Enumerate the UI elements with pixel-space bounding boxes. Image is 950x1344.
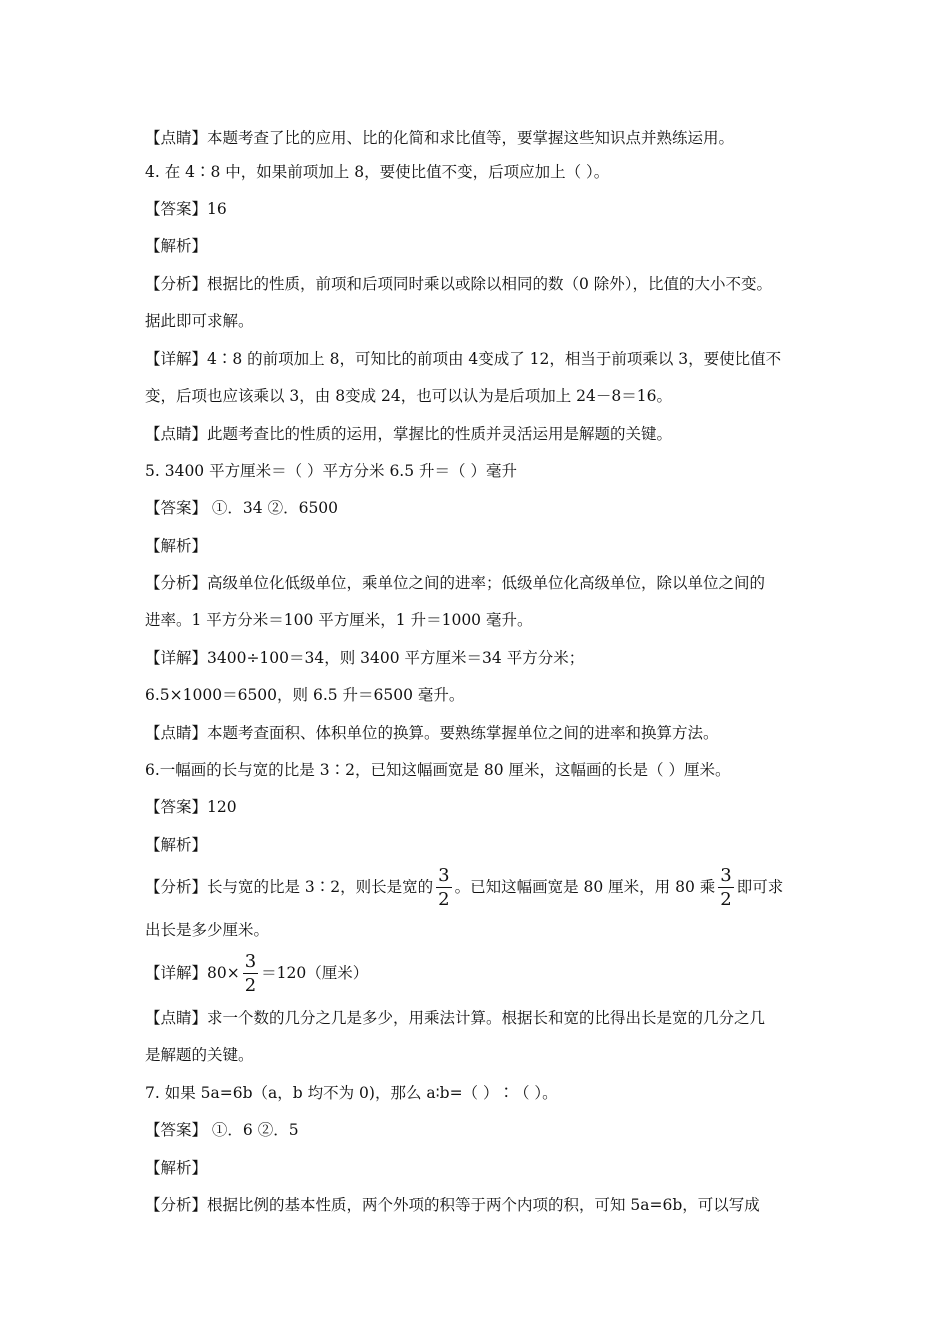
analysis-heading: 【解析】	[145, 237, 208, 255]
question-5: 5. 3400 平方厘米＝（ ）平方分米 6.5 升＝（ ）毫升	[145, 462, 517, 480]
text-line: 【点睛】本题考查面积、体积单位的换算。要熟练掌握单位之间的进率和换算方法。	[145, 724, 719, 742]
fraction-three-halves	[718, 867, 733, 909]
answer-line: 【答案】 ①．6 ②．5	[145, 1121, 299, 1139]
answer-line: 【答案】 ①．34 ②．6500	[145, 499, 339, 517]
question-7: 7. 如果 5a=6b（a，b 均不为 0)，那么 a∶b=（ ）∶（ ）。	[145, 1084, 558, 1102]
analysis-line-with-fraction	[145, 862, 783, 912]
fraction-denominator: 2	[244, 975, 257, 996]
text-line: 【分析】根据比的性质，前项和后项同时乘以或除以相同的数（0 除外），比值的大小不变。	[145, 275, 773, 293]
text-line: 【详解】3400÷100＝34，则 3400 平方厘米＝34 平方分米；	[145, 649, 585, 667]
text-segment: 【详解】80×	[145, 964, 240, 982]
fraction-numerator: 3	[244, 951, 257, 972]
fraction-three-halves	[243, 953, 258, 995]
text-segment: 【分析】长与宽的比是 3∶2，则长是宽的	[145, 878, 434, 896]
text-line: 变，后项也应该乘以 3，由 8变成 24，也可以认为是后项加上 24－8＝16。	[145, 387, 672, 405]
text-line: 【点睛】求一个数的几分之几是多少，用乘法计算。根据长和宽的比得出长是宽的几分之几	[145, 1009, 766, 1027]
analysis-heading: 【解析】	[145, 1159, 208, 1177]
fraction-denominator: 2	[438, 889, 450, 910]
text-segment: ＝120（厘米）	[261, 964, 369, 982]
text-line: 【点睛】本题考查了比的应用、比的化简和求比值等，要掌握这些知识点并熟练运用。	[145, 129, 735, 147]
text-line: 据此即可求解。	[145, 312, 254, 330]
text-line: 6.5×1000＝6500，则 6.5 升＝6500 毫升。	[145, 686, 465, 704]
analysis-heading: 【解析】	[145, 836, 208, 854]
text-line: 【点睛】此题考查比的性质的运用，掌握比的性质并灵活运用是解题的关键。	[145, 425, 673, 443]
text-line: 出长是多少厘米。	[145, 921, 270, 939]
analysis-heading: 【解析】	[145, 537, 208, 555]
answer-line: 【答案】16	[145, 200, 227, 218]
question-4: 4. 在 4∶8 中，如果前项加上 8，要使比值不变，后项应加上（ ）。	[145, 163, 610, 181]
text-segment: 。已知这幅画宽是 80 厘米，用 80 乘	[454, 878, 716, 896]
answer-line: 【答案】120	[145, 798, 237, 816]
text-line: 【分析】高级单位化低级单位，乘单位之间的进率；低级单位化高级单位，除以单位之间的	[145, 574, 766, 592]
text-line: 【详解】4∶8 的前项加上 8，可知比的前项由 4变成了 12，相当于前项乘以 3，要使比值不	[145, 350, 782, 368]
detail-line-with-fraction	[145, 948, 368, 998]
text-line: 是解题的关键。	[145, 1046, 254, 1064]
fraction-denominator: 2	[720, 889, 732, 910]
fraction-three-halves	[436, 867, 451, 909]
text-segment: 即可求	[736, 878, 784, 896]
fraction-numerator: 3	[720, 865, 732, 886]
text-line: 进率。1 平方分米＝100 平方厘米，1 升＝1000 毫升。	[145, 611, 533, 629]
fraction-numerator: 3	[438, 865, 450, 886]
question-6: 6.一幅画的长与宽的比是 3∶2，已知这幅画宽是 80 厘米，这幅画的长是（ ）厘米。	[145, 761, 731, 779]
text-line: 【分析】根据比例的基本性质，两个外项的积等于两个内项的积，可知 5a=6b，可以写成	[145, 1196, 760, 1214]
